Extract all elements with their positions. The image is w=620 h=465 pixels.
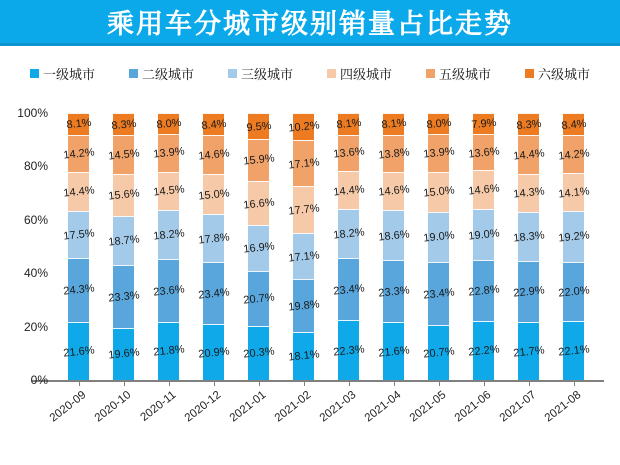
bar-segment xyxy=(287,186,320,233)
segment-value-label: 19.8% xyxy=(287,298,320,314)
bar-segment xyxy=(62,258,95,323)
bar-segment xyxy=(470,113,497,134)
segment-value-label: 14.2% xyxy=(62,146,95,162)
bar-segment xyxy=(512,174,545,212)
bar-column xyxy=(101,113,146,380)
segment-value-label: 8.1% xyxy=(65,117,92,132)
segment-value-label: 20.9% xyxy=(197,345,230,361)
bar-segment xyxy=(62,211,95,258)
segment-value-label: 14.5% xyxy=(107,147,140,163)
bar-column xyxy=(371,113,416,380)
bar-segment xyxy=(512,135,545,173)
bar-segment xyxy=(422,172,455,212)
legend-label: 一级城市 xyxy=(42,66,95,82)
x-axis-category-label: 2021-01 xyxy=(227,389,268,425)
bar-segment xyxy=(152,322,185,380)
legend-label: 四级城市 xyxy=(340,66,393,82)
bar-column xyxy=(551,113,596,380)
bar-column xyxy=(506,113,551,380)
x-axis-tick xyxy=(394,382,395,386)
y-axis-tick-label: 100% xyxy=(17,106,48,120)
legend-swatch xyxy=(129,69,138,78)
bar-segment xyxy=(152,134,185,171)
bar-segment xyxy=(107,328,140,380)
bar-segment xyxy=(422,325,455,380)
x-axis-category-label: 2021-08 xyxy=(542,389,583,425)
x-axis-tick xyxy=(124,382,125,386)
legend-swatch xyxy=(327,69,336,78)
x-axis-tick xyxy=(574,382,575,386)
legend-item xyxy=(30,64,95,83)
bar-segment xyxy=(197,174,230,214)
segment-value-label: 13.6% xyxy=(332,145,365,161)
segment-value-label: 18.2% xyxy=(152,227,185,243)
legend-item xyxy=(327,64,392,83)
segment-value-label: 14.4% xyxy=(62,184,95,200)
segment-value-label: 8.4% xyxy=(560,117,587,133)
y-axis-tick-label: 0% xyxy=(30,373,48,387)
bar-column xyxy=(191,113,236,380)
segment-value-label: 14.4% xyxy=(332,183,365,199)
bar-segment xyxy=(560,113,587,135)
segment-value-label: 23.4% xyxy=(422,286,455,302)
segment-value-label: 22.0% xyxy=(557,284,590,300)
bar-stack xyxy=(107,113,140,380)
bar-segment xyxy=(557,211,590,262)
bar-segment xyxy=(512,212,545,261)
bar-segment xyxy=(467,260,500,321)
bar-stack xyxy=(557,113,590,380)
bar-segment xyxy=(242,225,275,270)
bar-column xyxy=(326,113,371,380)
segment-value-label: 23.4% xyxy=(332,282,365,298)
x-axis-tick xyxy=(259,382,260,386)
legend-swatch xyxy=(228,69,237,78)
x-axis-tick xyxy=(484,382,485,386)
bar-stack xyxy=(512,113,545,380)
segment-value-label: 14.6% xyxy=(377,183,410,200)
bar-segment xyxy=(512,322,545,380)
bar-segment xyxy=(515,113,542,135)
bar-segment xyxy=(467,134,500,170)
bar-column xyxy=(281,113,326,380)
bar-column xyxy=(461,113,506,380)
title-banner xyxy=(0,0,620,46)
segment-value-label: 21.7% xyxy=(512,343,545,360)
legend-label: 三级城市 xyxy=(240,66,293,82)
x-axis-category-label: 2021-03 xyxy=(317,389,358,425)
legend-swatch xyxy=(30,69,39,78)
x-axis-category-label: 2021-05 xyxy=(407,389,448,425)
segment-value-label: 19.2% xyxy=(557,229,590,245)
segment-value-label: 22.9% xyxy=(512,284,545,300)
segment-value-label: 23.6% xyxy=(152,283,185,299)
bar-segment xyxy=(467,209,500,260)
bar-segment xyxy=(110,113,137,135)
y-axis-tick-label: 60% xyxy=(23,212,48,227)
bar-segment xyxy=(557,173,590,211)
bar-segment xyxy=(557,262,590,321)
bar-segment xyxy=(242,326,275,380)
bar-segment xyxy=(62,322,95,380)
bar-column xyxy=(416,113,461,380)
segment-value-label: 14.6% xyxy=(467,182,500,198)
legend-item xyxy=(426,64,491,83)
segment-value-label: 14.2% xyxy=(557,147,590,163)
x-axis-tick xyxy=(529,382,530,386)
segment-value-label: 14.1% xyxy=(557,185,590,201)
legend-swatch xyxy=(426,69,435,78)
bar-segment xyxy=(380,113,407,135)
bar-stack xyxy=(242,113,275,380)
segment-value-label: 7.9% xyxy=(470,116,497,132)
x-axis-tick xyxy=(169,382,170,386)
bar-segment xyxy=(377,135,410,172)
segment-value-label: 19.0% xyxy=(467,227,500,243)
segment-value-label: 14.4% xyxy=(512,147,545,163)
segment-value-label: 18.2% xyxy=(332,226,365,242)
bar-stack xyxy=(377,113,410,380)
bar-segment xyxy=(332,171,365,209)
bar-segment xyxy=(287,233,320,279)
segment-value-label: 13.9% xyxy=(152,145,185,162)
segment-value-label: 20.7% xyxy=(422,345,455,361)
x-axis-category-label: 2021-04 xyxy=(362,389,403,425)
legend-item xyxy=(228,64,293,83)
bar-segment xyxy=(65,113,92,135)
bar-segment xyxy=(242,181,275,225)
y-axis-tick-label: 80% xyxy=(23,159,48,174)
bar-segment xyxy=(197,262,230,324)
y-axis-tick-label: 40% xyxy=(23,266,48,281)
segment-value-label: 15.0% xyxy=(422,184,455,200)
segment-value-label: 15.0% xyxy=(197,187,230,203)
bar-segment xyxy=(425,113,452,134)
bar-segment xyxy=(377,172,410,211)
x-axis-category-label: 2021-02 xyxy=(272,389,313,425)
segment-value-label: 13.9% xyxy=(422,145,455,162)
segment-value-label: 18.1% xyxy=(287,348,320,364)
segment-value-label: 14.5% xyxy=(152,183,185,199)
chart-title: 乘用车分城市级别销量占比走势 xyxy=(107,9,513,39)
x-axis-category-label: 2020-12 xyxy=(182,389,223,425)
segment-value-label: 10.2% xyxy=(287,119,320,135)
bar-segment xyxy=(152,210,185,259)
bar-column xyxy=(56,113,101,380)
segment-value-label: 21.8% xyxy=(152,343,185,359)
segment-value-label: 14.6% xyxy=(197,147,230,163)
bar-segment xyxy=(377,210,410,260)
bar-segment xyxy=(287,279,320,332)
bar-stack xyxy=(287,113,320,380)
segment-value-label: 15.6% xyxy=(107,187,140,203)
segment-value-label: 20.3% xyxy=(242,345,275,362)
bar-segment xyxy=(377,322,410,380)
x-axis-category-label: 2021-07 xyxy=(497,389,538,425)
bar-segment xyxy=(557,135,590,173)
bar-segment xyxy=(467,170,500,209)
segment-value-label: 23.3% xyxy=(377,284,410,300)
bar-segment xyxy=(107,265,140,327)
x-axis-tick xyxy=(439,382,440,386)
segment-value-label: 8.1% xyxy=(380,117,407,132)
bar-segment xyxy=(332,258,365,320)
segment-value-label: 22.8% xyxy=(467,283,500,299)
y-axis-tick-label: 20% xyxy=(23,319,48,334)
segment-value-label: 8.0% xyxy=(155,116,182,132)
bar-stack xyxy=(422,113,455,380)
bar-segment xyxy=(512,261,545,322)
bar-stack xyxy=(197,113,230,380)
segment-value-label: 17.8% xyxy=(197,230,230,247)
segment-value-label: 14.3% xyxy=(512,185,545,202)
segment-value-label: 17.1% xyxy=(287,248,320,265)
bar-segment xyxy=(422,212,455,263)
segment-value-label: 20.7% xyxy=(242,291,275,307)
bar-segment xyxy=(107,135,140,174)
bar-segment xyxy=(467,321,500,380)
segment-value-label: 23.3% xyxy=(107,289,140,305)
legend-label: 五级城市 xyxy=(439,66,492,82)
bar-segment xyxy=(200,113,227,135)
segment-value-label: 8.1% xyxy=(335,117,362,132)
legend-label: 二级城市 xyxy=(141,66,194,82)
segment-value-label: 19.6% xyxy=(107,346,140,362)
legend-swatch xyxy=(525,69,534,78)
segment-value-label: 15.9% xyxy=(242,152,275,169)
bar-segment xyxy=(332,320,365,380)
x-axis-category-label: 2020-10 xyxy=(92,389,133,425)
x-axis-category-label: 2020-09 xyxy=(47,389,88,425)
bar-segment xyxy=(152,259,185,322)
bars-container xyxy=(56,113,596,380)
segment-value-label: 18.7% xyxy=(107,233,140,249)
legend xyxy=(0,46,620,100)
bar-segment xyxy=(287,140,320,186)
bar-segment xyxy=(242,139,275,181)
x-axis-tick xyxy=(349,382,350,386)
chart-area xyxy=(0,100,620,465)
segment-value-label: 17.1% xyxy=(287,155,320,172)
segment-value-label: 9.5% xyxy=(245,119,272,134)
segment-value-label: 16.9% xyxy=(242,240,275,257)
bar-segment xyxy=(197,214,230,261)
segment-value-label: 21.6% xyxy=(377,344,410,360)
bar-segment xyxy=(197,135,230,174)
segment-value-label: 21.6% xyxy=(62,344,95,360)
legend-label: 六级城市 xyxy=(538,66,591,82)
segment-value-label: 24.3% xyxy=(62,282,95,299)
segment-value-label: 17.5% xyxy=(62,227,95,243)
segment-value-label: 13.6% xyxy=(467,145,500,161)
bar-segment xyxy=(107,174,140,216)
bar-column xyxy=(146,113,191,380)
x-axis-tick xyxy=(79,382,80,386)
x-axis-line xyxy=(32,380,604,382)
x-axis-tick xyxy=(304,382,305,386)
bar-segment xyxy=(287,332,320,380)
x-axis-tick xyxy=(214,382,215,386)
bar-segment xyxy=(152,172,185,211)
segment-value-label: 8.0% xyxy=(425,116,452,132)
bar-segment xyxy=(197,324,230,380)
bar-segment xyxy=(287,113,320,140)
segment-value-label: 18.3% xyxy=(512,229,545,245)
bar-segment xyxy=(62,172,95,210)
segment-value-label: 22.2% xyxy=(467,343,500,359)
segment-value-label: 8.4% xyxy=(200,117,227,132)
x-axis-category-label: 2021-06 xyxy=(452,389,493,425)
legend-item xyxy=(129,64,194,83)
segment-value-label: 22.1% xyxy=(557,343,590,359)
bar-segment xyxy=(245,113,272,138)
segment-value-label: 13.8% xyxy=(377,145,410,162)
bar-segment xyxy=(242,271,275,326)
bar-segment xyxy=(377,260,410,322)
bar-stack xyxy=(152,113,185,380)
bar-stack xyxy=(467,113,500,380)
segment-value-label: 18.6% xyxy=(377,228,410,244)
bar-segment xyxy=(422,134,455,171)
segment-value-label: 17.7% xyxy=(287,202,320,218)
bar-column xyxy=(236,113,281,380)
bar-segment xyxy=(155,113,182,134)
x-axis-category-label: 2020-11 xyxy=(137,389,178,424)
segment-value-label: 8.3% xyxy=(110,117,137,132)
bar-segment xyxy=(422,262,455,324)
bar-segment xyxy=(335,113,362,135)
bar-segment xyxy=(107,216,140,266)
bar-segment xyxy=(557,321,590,380)
bar-segment xyxy=(62,135,95,173)
segment-value-label: 8.3% xyxy=(515,117,542,133)
segment-value-label: 19.0% xyxy=(422,229,455,246)
legend-item xyxy=(525,64,590,83)
segment-value-label: 16.6% xyxy=(242,196,275,212)
segment-value-label: 23.4% xyxy=(197,285,230,302)
bar-stack xyxy=(62,113,95,380)
segment-value-label: 22.3% xyxy=(332,343,365,359)
bar-stack xyxy=(332,113,365,380)
bar-segment xyxy=(332,135,365,171)
bar-segment xyxy=(332,209,365,258)
